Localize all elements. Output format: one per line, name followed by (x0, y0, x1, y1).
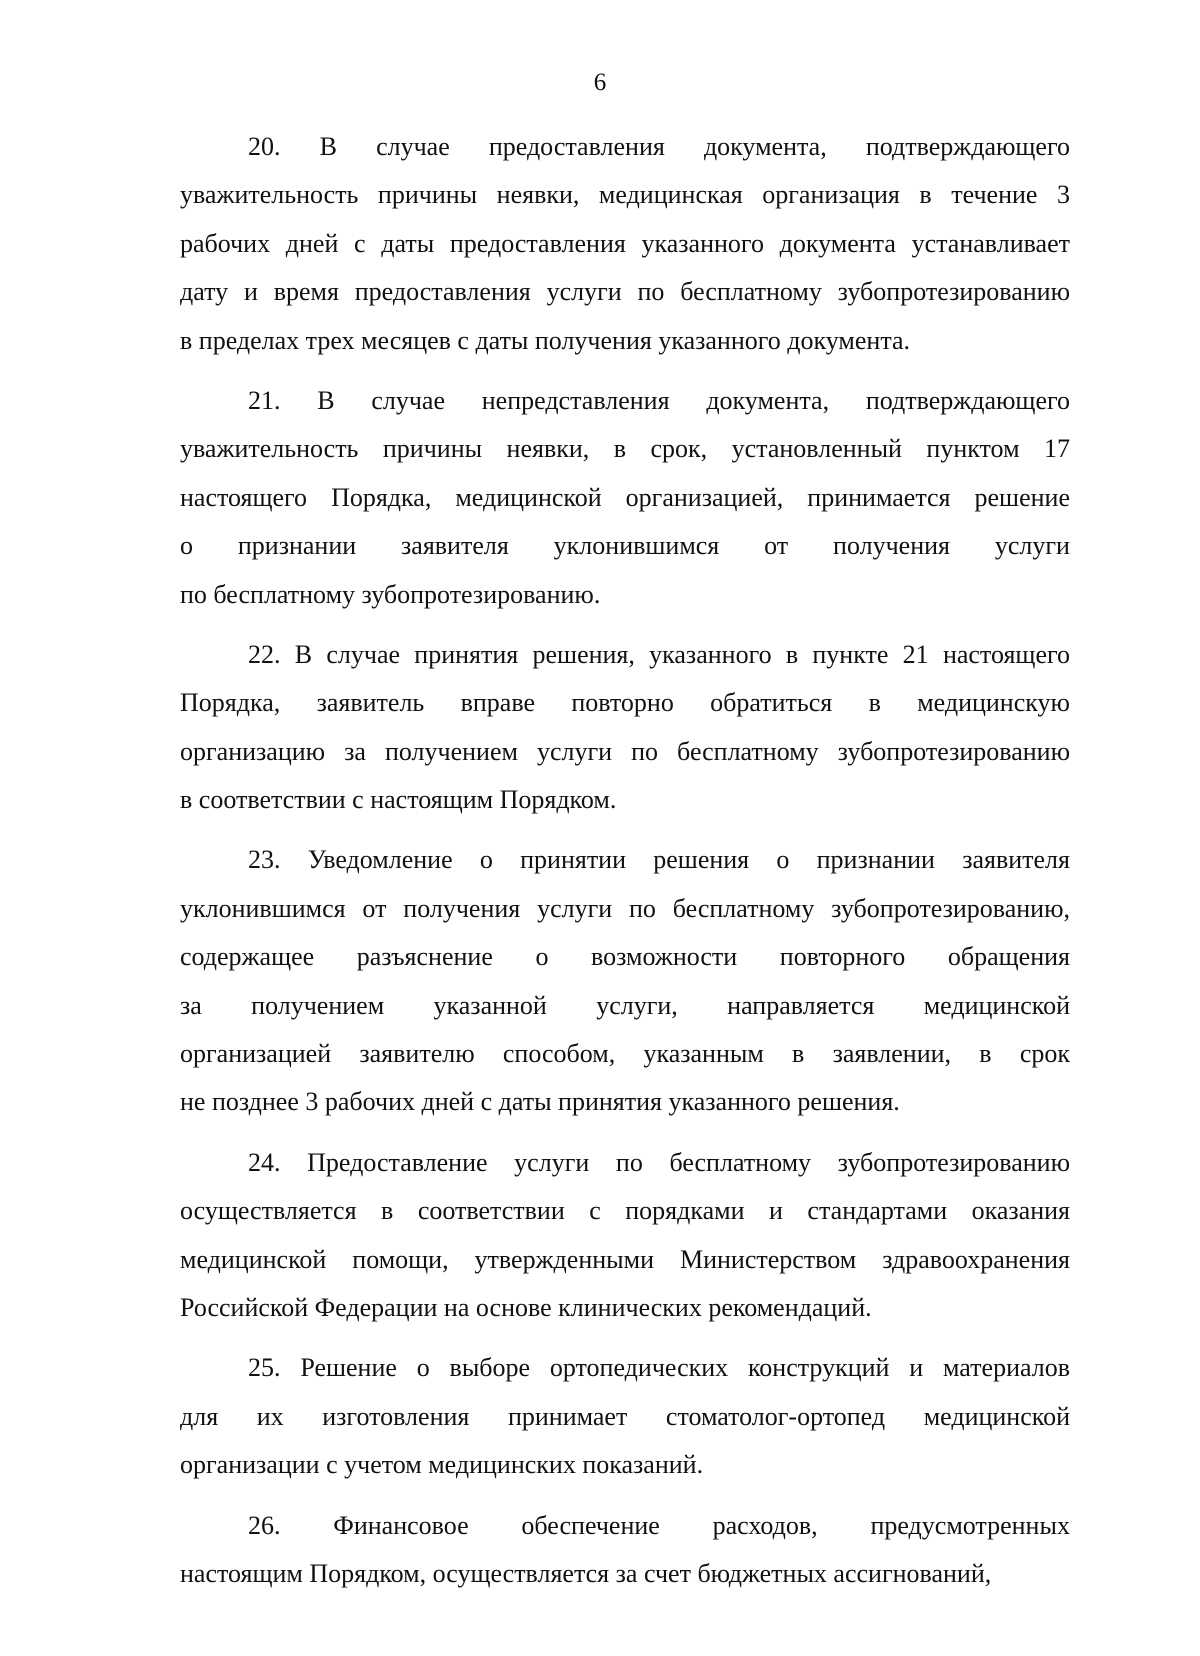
text-line (180, 1393, 1070, 1441)
word: Финансовое (333, 1510, 469, 1540)
word: указанной (433, 990, 547, 1020)
word: Порядка, (180, 688, 281, 718)
word: повторно (571, 688, 674, 718)
text-line (180, 885, 1070, 933)
word: подтверждающего (865, 385, 1070, 415)
word: услуги, (596, 990, 678, 1020)
text-line (180, 123, 1070, 171)
text-line (180, 171, 1070, 219)
text-line (180, 982, 1070, 1030)
word: услуги (994, 531, 1070, 561)
text-line (180, 679, 1070, 727)
word: уклонившимся (553, 531, 720, 561)
text-line (180, 1236, 1070, 1284)
word: изготовления (322, 1401, 470, 1431)
word: от (764, 531, 789, 561)
word: за (180, 990, 202, 1020)
text-line (180, 631, 1070, 679)
text-line (180, 1078, 1070, 1126)
paragraph-23 (180, 836, 1070, 1126)
line-text: организацию за получением услуги по бесплатному зубопротезированию (180, 736, 1070, 766)
word: медицинской (923, 990, 1070, 1020)
word: получением (251, 990, 385, 1020)
word: случае (371, 385, 446, 415)
text-line (180, 776, 1070, 824)
text-line (180, 474, 1070, 522)
text-line (180, 1344, 1070, 1392)
text-line (180, 1187, 1070, 1235)
word: обращения (947, 942, 1070, 972)
page-number: 6 (593, 69, 607, 96)
word: для (180, 1401, 219, 1431)
word: возможности (591, 942, 738, 972)
line-text: дату и время предоставления услуги по бесплатному зубопротезированию (180, 277, 1070, 307)
word: обратиться (710, 688, 833, 718)
word: содержащее (180, 942, 315, 972)
word: В (317, 385, 335, 415)
line-text: 24. Предоставление услуги по бесплатному зубопротезированию (248, 1147, 1070, 1177)
word: о (180, 531, 193, 561)
text-line (180, 1550, 1070, 1598)
line-text: уважительность причины неявки, медицинская организация в течение 3 (180, 180, 1070, 210)
text-line (180, 268, 1070, 316)
text-line (180, 836, 1070, 884)
word: разъяснение (356, 942, 493, 972)
word: получения (833, 531, 950, 561)
line-text: 25. Решение о выборе ортопедических конструкций и материалов (248, 1353, 1070, 1383)
line-text: уклонившимся от получения услуги по бесплатному зубопротезированию, (180, 893, 1070, 923)
word: их (256, 1401, 284, 1431)
line-text: не позднее 3 рабочих дней с даты принятия указанного решения. (180, 1087, 900, 1117)
word: 21. (248, 385, 281, 415)
word: 26. (248, 1510, 281, 1540)
text-line (180, 317, 1070, 365)
text-line (180, 571, 1070, 619)
word: предоставления (488, 132, 665, 161)
word: вправе (460, 688, 536, 718)
text-line (180, 377, 1070, 425)
paragraph-22 (180, 631, 1070, 825)
text-line (180, 1139, 1070, 1187)
line-text: организации с учетом медицинских показаний. (180, 1450, 704, 1480)
line-text: организацией заявителю способом, указанным в заявлении, в срок (180, 1039, 1070, 1069)
line-text: Российской Федерации на основе клинических рекомендаций. (180, 1292, 872, 1322)
word: заявителя (401, 531, 509, 561)
word: направляется (727, 990, 875, 1020)
word: документа, (703, 132, 827, 161)
word: признании (237, 531, 357, 561)
line-text: уважительность причины неявки, в срок, установленный пунктом 17 (180, 434, 1070, 464)
word: медицинскую (917, 688, 1070, 718)
paragraph-20 (180, 123, 1070, 365)
line-text: осуществляется в соответствии с порядками и стандартами оказания (180, 1196, 1070, 1226)
text-line (180, 522, 1070, 570)
word: непредставления (481, 385, 670, 415)
text-line (180, 728, 1070, 776)
line-text: настоящего Порядка, медицинской организацией, принимается решение (180, 482, 1070, 512)
text-line (180, 220, 1070, 268)
word: случае (376, 132, 450, 161)
line-text: в пределах трех месяцев с даты получения указанного документа. (180, 325, 911, 355)
line-text: медицинской помощи, утвержденными Министерством здравоохранения (180, 1244, 1070, 1274)
text-line (180, 425, 1070, 473)
paragraph-25 (180, 1344, 1070, 1489)
word: стоматолог-ортопед (665, 1401, 886, 1431)
paragraph-24 (180, 1139, 1070, 1333)
line-text: 23. Уведомление о принятии решения о признании заявителя (248, 845, 1070, 875)
text-line (180, 1284, 1070, 1332)
word: подтверждающего (865, 132, 1070, 161)
word: 20. (248, 132, 281, 161)
word: принимает (507, 1401, 628, 1431)
line-text: в соответствии с настоящим Порядком. (180, 785, 617, 815)
paragraph-26 (180, 1502, 1070, 1599)
word: в (868, 688, 881, 718)
text-line (180, 1030, 1070, 1078)
word: о (535, 942, 549, 972)
word: медицинской (923, 1401, 1070, 1431)
line-text: рабочих дней с даты предоставления указанного документа устанавливает (180, 228, 1070, 258)
line-text: по бесплатному зубопротезированию. (180, 579, 601, 609)
line-text: настоящим Порядком, осуществляется за счет бюджетных ассигнований, (180, 1558, 992, 1588)
text-line (180, 1441, 1070, 1489)
word: предусмотренных (870, 1510, 1070, 1540)
document-body (180, 123, 1070, 1598)
paragraph-21 (180, 377, 1070, 619)
line-text: 22. В случае принятия решения, указанного в пункте 21 настоящего (248, 639, 1070, 669)
text-line (180, 933, 1070, 981)
word: повторного (779, 942, 906, 972)
word: документа, (706, 385, 830, 415)
text-line (180, 1502, 1070, 1550)
word: расходов, (712, 1510, 818, 1540)
word: обеспечение (521, 1510, 660, 1540)
word: В (319, 132, 337, 161)
word: заявитель (316, 688, 425, 718)
